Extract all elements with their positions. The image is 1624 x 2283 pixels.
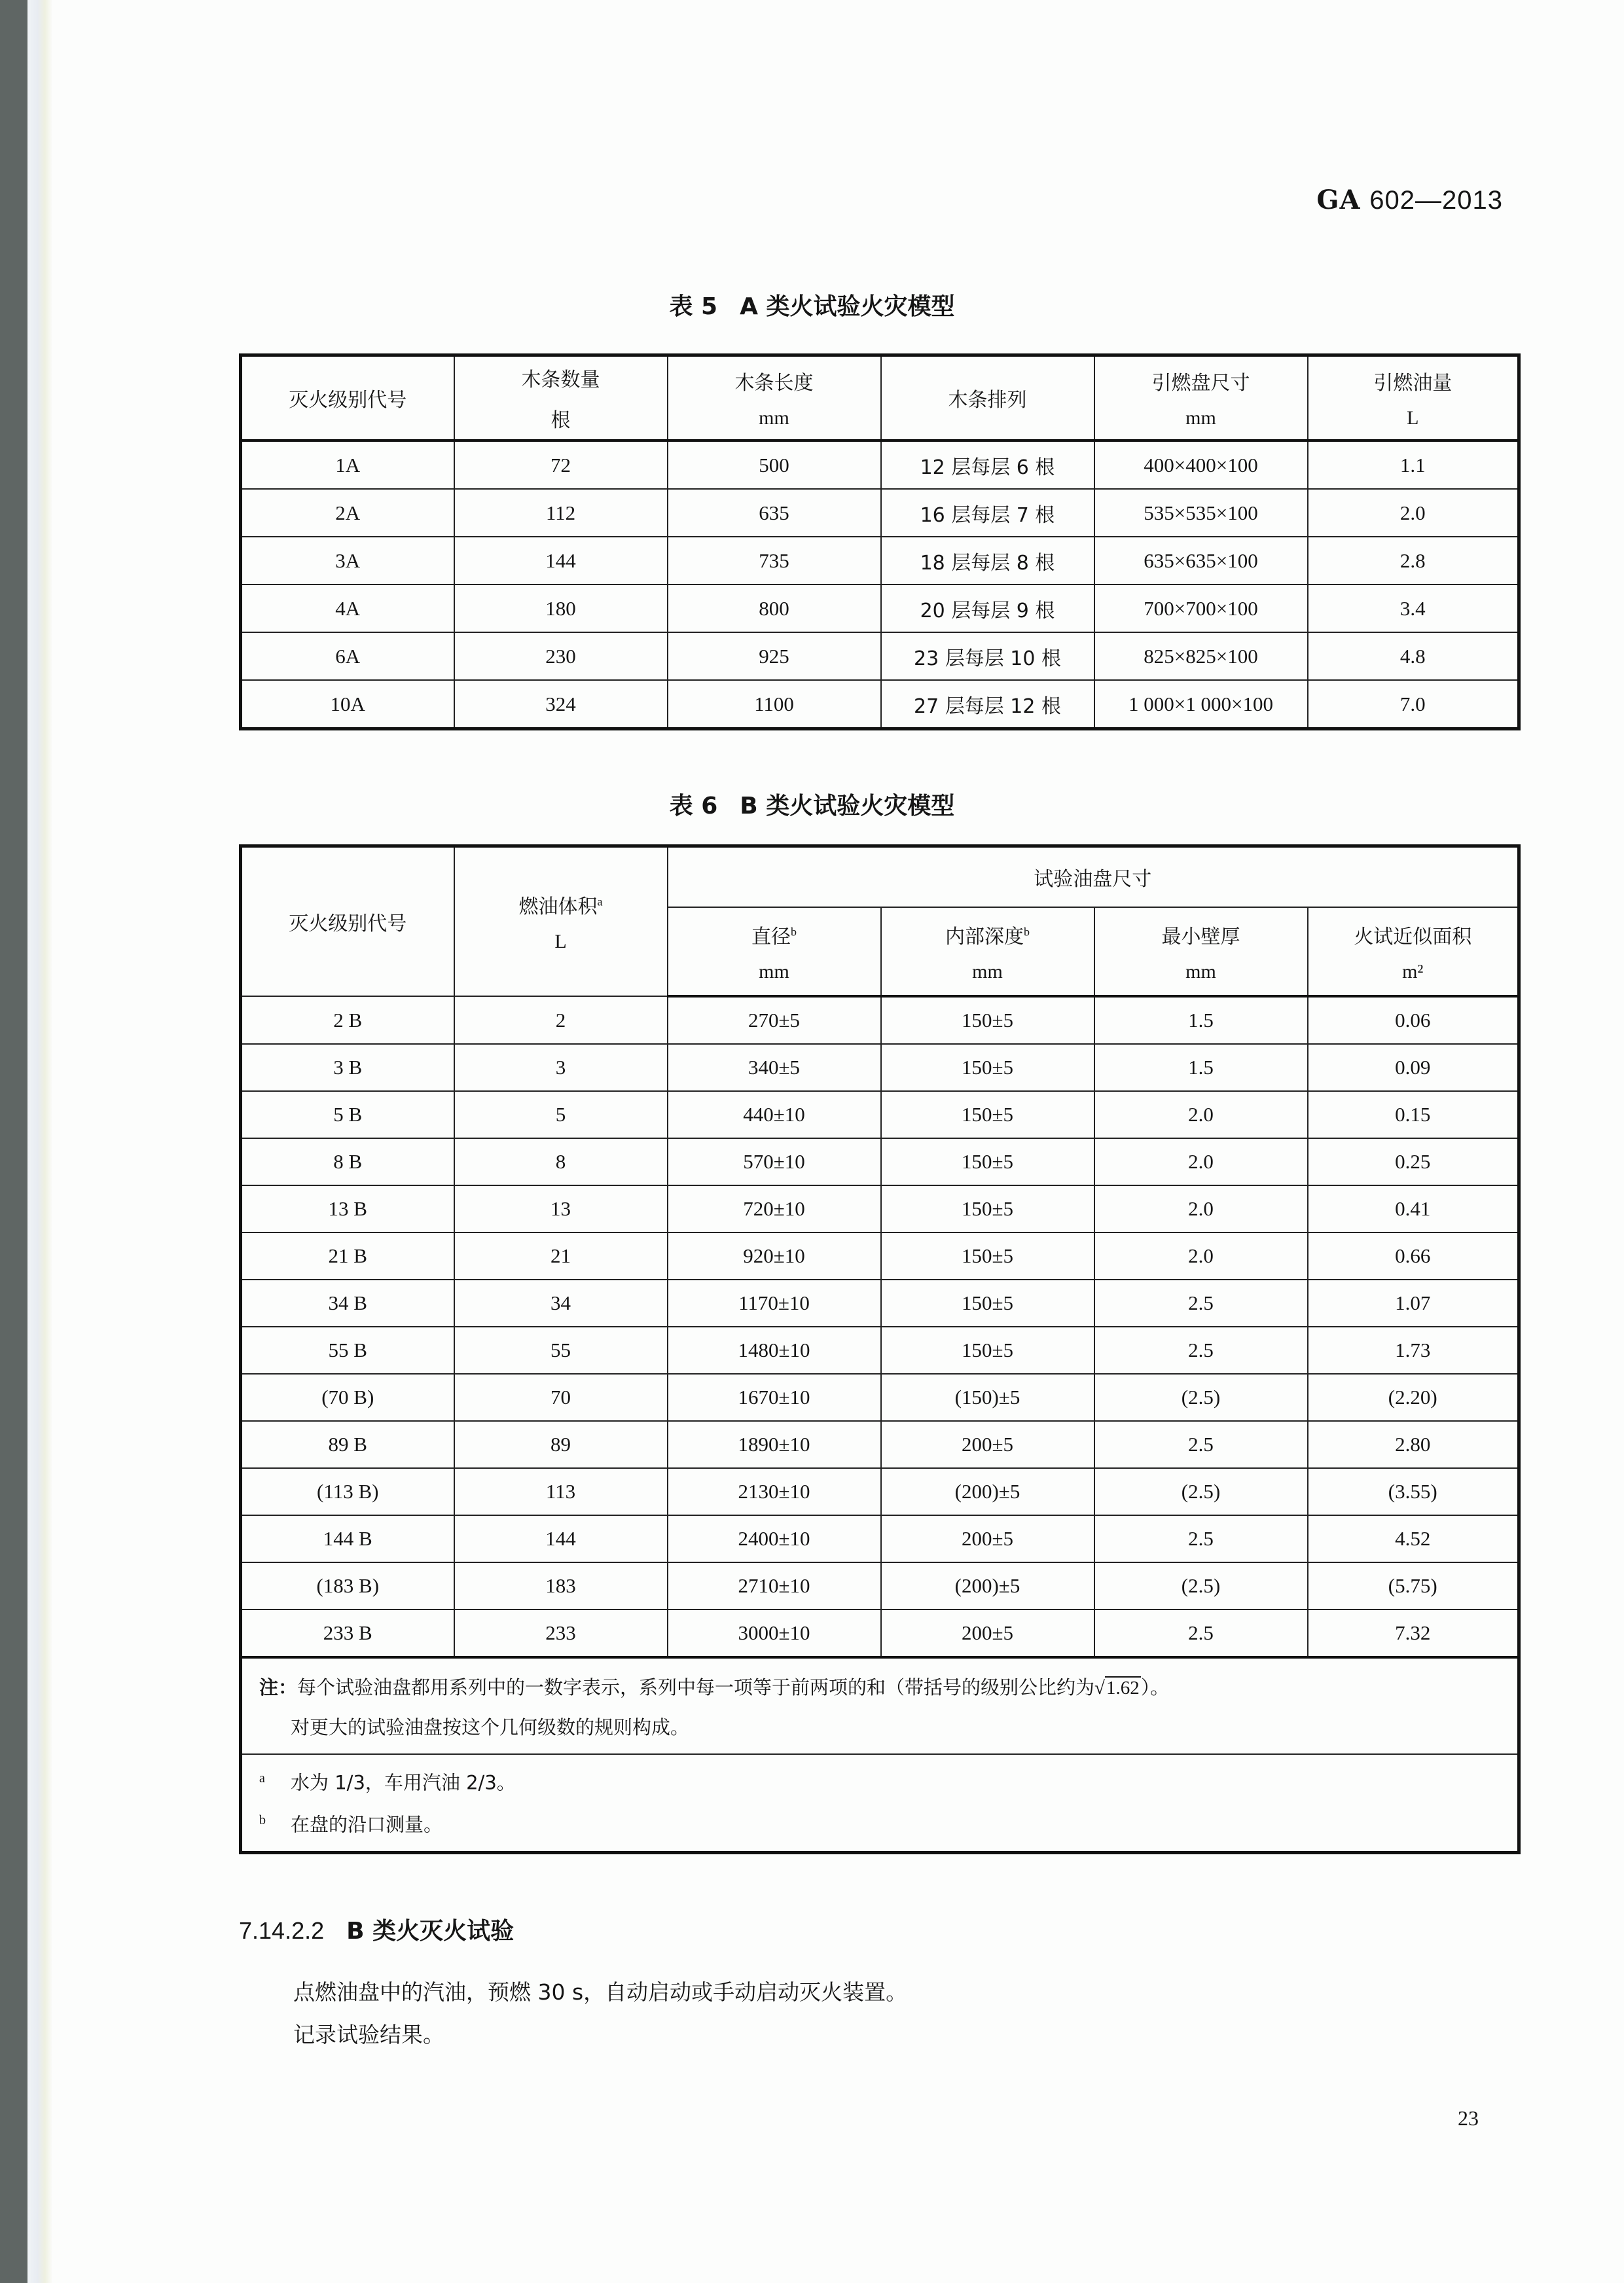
table6-cell: 8 B: [241, 1138, 454, 1185]
table5-row: [241, 537, 1519, 584]
table5-cell: 180: [454, 584, 668, 632]
table6-caption: [0, 787, 1624, 821]
table6-footnotes-row: [241, 1754, 1519, 1853]
table6-cell: 2.0: [1094, 1091, 1308, 1138]
page-number: 23: [1458, 2106, 1479, 2130]
table5-cell: 23 层每层 10 根: [881, 632, 1094, 680]
table6-row: [241, 1562, 1519, 1609]
table6-col-wall: 最小壁厚 mm: [1094, 907, 1308, 996]
footnote-a-text: 水为 1/3，车用汽油 2/3。: [291, 1771, 516, 1794]
table6-note-row: [241, 1657, 1519, 1754]
table6-cell: 4.52: [1308, 1515, 1519, 1562]
table6-cell: 233: [454, 1609, 668, 1657]
table6-cell: 2.5: [1094, 1280, 1308, 1327]
section-title: B 类火灭火试验: [346, 1918, 514, 1945]
table6-cell: 0.25: [1308, 1138, 1519, 1185]
table6-cell: 150±5: [881, 1232, 1094, 1280]
table6-cell: (5.75): [1308, 1562, 1519, 1609]
table6-cell: 0.41: [1308, 1185, 1519, 1232]
table5-row: [241, 632, 1519, 680]
table6-cell: 2 B: [241, 996, 454, 1044]
table6-cell: 150±5: [881, 1280, 1094, 1327]
table5-cell: 535×535×100: [1094, 489, 1308, 537]
standard-prefix: GA: [1316, 185, 1361, 215]
footnote-b-text: 在盘的沿口测量。: [291, 1813, 443, 1836]
table6-cell: 340±5: [668, 1044, 881, 1091]
table6-cell: 0.06: [1308, 996, 1519, 1044]
note-line1: 每个试验油盘都用系列中的一数字表示，系列中每一项等于前两项的和（带括号的级别公比约为: [297, 1676, 1095, 1699]
table6-row: [241, 1468, 1519, 1515]
table6-note: 注：每个试验油盘都用系列中的一数字表示，系列中每一项等于前两项的和（带括号的级别公比约为√1.62）。 对更大的试验油盘按这个几何级数的规则构成。: [241, 1657, 1519, 1754]
table6-cell: 21 B: [241, 1232, 454, 1280]
table6-cell: 150±5: [881, 996, 1094, 1044]
table6-cell: 150±5: [881, 1091, 1094, 1138]
note-line2: 对更大的试验油盘按这个几何级数的规则构成。: [291, 1716, 690, 1738]
table5-cell: 3.4: [1308, 584, 1519, 632]
table5-cell: 72: [454, 440, 668, 489]
table6-row: [241, 1185, 1519, 1232]
table5-col-fuel: 引燃油量 L: [1308, 355, 1519, 441]
section-number: 7.14.2.2: [239, 1917, 325, 1944]
table5-caption-title: A 类火试验火灾模型: [740, 293, 955, 320]
table6-cell: 1.5: [1094, 1044, 1308, 1091]
table6-cell: 5: [454, 1091, 668, 1138]
table6-header-row-1: [241, 846, 1519, 908]
table6-cell: 13 B: [241, 1185, 454, 1232]
table6-col-diameter: 直径$^b$ mm: [668, 907, 881, 996]
table5-col-tray-size: 引燃盘尺寸 mm: [1094, 355, 1308, 441]
table5-cell: 144: [454, 537, 668, 584]
table5-row: [241, 584, 1519, 632]
table5-cell: 3A: [241, 537, 454, 584]
table5-cell: 230: [454, 632, 668, 680]
table5-caption-number: 表 5: [669, 293, 718, 320]
table6-cell: 0.15: [1308, 1091, 1519, 1138]
table6-cell: 144: [454, 1515, 668, 1562]
table5-body: [241, 440, 1519, 729]
table6-cell: 2.5: [1094, 1421, 1308, 1468]
table6-cell: 89: [454, 1421, 668, 1468]
table6-cell: 720±10: [668, 1185, 881, 1232]
table6-cell: 2710±10: [668, 1562, 881, 1609]
table6-cell: 200±5: [881, 1609, 1094, 1657]
table6-col-fuel-volume: 燃油体积$^a$ L: [454, 846, 668, 997]
table5-cell: 635×635×100: [1094, 537, 1308, 584]
table5-row: [241, 680, 1519, 729]
table6-row: [241, 1327, 1519, 1374]
body-paragraph-2: 记录试验结果。: [293, 2022, 444, 2047]
table6-cell: (150)±5: [881, 1374, 1094, 1421]
table6-cell: 1.5: [1094, 996, 1308, 1044]
table6-row: [241, 1374, 1519, 1421]
table6-cell: 1.07: [1308, 1280, 1519, 1327]
table6-cell: 89 B: [241, 1421, 454, 1468]
body-paragraph-1: 点燃油盘中的汽油，预燃 30 s，自动启动或手动启动灭火装置。: [293, 1979, 908, 2005]
table6-cell: 34 B: [241, 1280, 454, 1327]
table6-cell: 0.09: [1308, 1044, 1519, 1091]
table6-cell: 150±5: [881, 1327, 1094, 1374]
table5-cell: 735: [668, 537, 881, 584]
table6-cell: 34: [454, 1280, 668, 1327]
table6-footnotes: [241, 1754, 1519, 1853]
table6-cell: (2.5): [1094, 1468, 1308, 1515]
table6-row: [241, 1609, 1519, 1657]
table6-cell: 200±5: [881, 1421, 1094, 1468]
table5-col-stick-length: 木条长度 mm: [668, 355, 881, 441]
table5-cell: 1.1: [1308, 440, 1519, 489]
table5-cell: 4A: [241, 584, 454, 632]
table6-cell: 150±5: [881, 1185, 1094, 1232]
table6-cell: 2.0: [1094, 1232, 1308, 1280]
table5-cell: 800: [668, 584, 881, 632]
note-label: 注：: [259, 1676, 298, 1699]
table5-cell: 500: [668, 440, 881, 489]
table6-group-tray-size: 试验油盘尺寸: [668, 846, 1519, 908]
table6-cell: 2130±10: [668, 1468, 881, 1515]
table6-cell: 8: [454, 1138, 668, 1185]
footnote-b-mark: b: [259, 1812, 266, 1827]
table5-header-row: [241, 355, 1519, 441]
table6-cell: (70 B): [241, 1374, 454, 1421]
table6-cell: (200)±5: [881, 1468, 1094, 1515]
table6-cell: 0.66: [1308, 1232, 1519, 1280]
table5-cell: 1A: [241, 440, 454, 489]
table5-cell: 324: [454, 680, 668, 729]
table6-col-area: 火试近似面积 m²: [1308, 907, 1519, 996]
table6-cell: 150±5: [881, 1138, 1094, 1185]
table6-cell: (2.5): [1094, 1374, 1308, 1421]
table5-cell: 2.0: [1308, 489, 1519, 537]
table6-cell: 1170±10: [668, 1280, 881, 1327]
table6-cell: (183 B): [241, 1562, 454, 1609]
table6-cell: 7.32: [1308, 1609, 1519, 1657]
table5-cell: 400×400×100: [1094, 440, 1308, 489]
table6-caption-number: 表 6: [669, 793, 718, 819]
table5-cell: 6A: [241, 632, 454, 680]
table5-cell: 16 层每层 7 根: [881, 489, 1094, 537]
table6-cell: (200)±5: [881, 1562, 1094, 1609]
table6-cell: 2400±10: [668, 1515, 881, 1562]
table6-cell: 13: [454, 1185, 668, 1232]
table6-cell: (113 B): [241, 1468, 454, 1515]
standard-code: [1316, 185, 1503, 215]
footnote-a-mark: a: [259, 1771, 265, 1786]
table5-cell: 700×700×100: [1094, 584, 1308, 632]
table5-cell: 2.8: [1308, 537, 1519, 584]
table5-cell: 20 层每层 9 根: [881, 584, 1094, 632]
table6-cell: 2.80: [1308, 1421, 1519, 1468]
table6-cell: 233 B: [241, 1609, 454, 1657]
table6-cell: (2.5): [1094, 1562, 1308, 1609]
table6-row: [241, 1421, 1519, 1468]
table6-body: [241, 996, 1519, 1657]
table6-cell: 1.73: [1308, 1327, 1519, 1374]
table5-cell: 7.0: [1308, 680, 1519, 729]
table6-cell: 150±5: [881, 1044, 1094, 1091]
table6-cell: 2.5: [1094, 1609, 1308, 1657]
table5-cell: 825×825×100: [1094, 632, 1308, 680]
table6-cell: 21: [454, 1232, 668, 1280]
scan-edge-dark: [0, 0, 27, 2283]
table6-cell: 920±10: [668, 1232, 881, 1280]
table6-cell: 2: [454, 996, 668, 1044]
table6-cell: 2.5: [1094, 1327, 1308, 1374]
table6-row: [241, 1091, 1519, 1138]
table5: [239, 353, 1521, 730]
table6: [239, 844, 1521, 1854]
table5-cell: 12 层每层 6 根: [881, 440, 1094, 489]
table5-row: [241, 489, 1519, 537]
table5-cell: 18 层每层 8 根: [881, 537, 1094, 584]
table5-col-rating: 灭火级别代号: [241, 355, 454, 441]
table5-col-stick-count: 木条数量 根: [454, 355, 668, 441]
table6-cell: 200±5: [881, 1515, 1094, 1562]
table6-cell: 70: [454, 1374, 668, 1421]
table5-cell: 112: [454, 489, 668, 537]
table5-caption: [0, 288, 1624, 321]
table6-cell: 2.5: [1094, 1515, 1308, 1562]
section-heading: [239, 1913, 514, 1946]
table6-cell: 570±10: [668, 1138, 881, 1185]
table5-cell: 1 000×1 000×100: [1094, 680, 1308, 729]
table6-cell: 3: [454, 1044, 668, 1091]
table6-cell: 440±10: [668, 1091, 881, 1138]
table5-cell: 4.8: [1308, 632, 1519, 680]
table6-row: [241, 1138, 1519, 1185]
table6-cell: 3000±10: [668, 1609, 881, 1657]
table6-row: [241, 996, 1519, 1044]
table6-row: [241, 1232, 1519, 1280]
table6-cell: 1890±10: [668, 1421, 881, 1468]
table6-cell: 55: [454, 1327, 668, 1374]
table6-cell: 1480±10: [668, 1327, 881, 1374]
scan-edge-light: [27, 0, 52, 2283]
table6-cell: 113: [454, 1468, 668, 1515]
table6-cell: 55 B: [241, 1327, 454, 1374]
table6-cell: 2.0: [1094, 1138, 1308, 1185]
table6-col-depth: 内部深度$^b$ mm: [881, 907, 1094, 996]
table6-cell: (2.20): [1308, 1374, 1519, 1421]
table6-col-rating: 灭火级别代号: [241, 846, 454, 997]
table6-cell: 1670±10: [668, 1374, 881, 1421]
table6-row: [241, 1280, 1519, 1327]
table6-caption-title: B 类火试验火灾模型: [740, 793, 955, 819]
table5-col-arrangement: 木条排列: [881, 355, 1094, 441]
table6-cell: 270±5: [668, 996, 881, 1044]
table5-cell: 1100: [668, 680, 881, 729]
table6-row: [241, 1044, 1519, 1091]
sqrt-expression: √1.62: [1094, 1678, 1140, 1699]
table5-cell: 27 层每层 12 根: [881, 680, 1094, 729]
table5-cell: 925: [668, 632, 881, 680]
table6-cell: 183: [454, 1562, 668, 1609]
table6-cell: (3.55): [1308, 1468, 1519, 1515]
table6-cell: 3 B: [241, 1044, 454, 1091]
table5-cell: 635: [668, 489, 881, 537]
table6-cell: 144 B: [241, 1515, 454, 1562]
table5-row: [241, 440, 1519, 489]
table6-cell: 5 B: [241, 1091, 454, 1138]
table5-cell: 2A: [241, 489, 454, 537]
table6-cell: 2.0: [1094, 1185, 1308, 1232]
table6-row: [241, 1515, 1519, 1562]
standard-number: 602—2013: [1369, 186, 1503, 215]
table5-cell: 10A: [241, 680, 454, 729]
